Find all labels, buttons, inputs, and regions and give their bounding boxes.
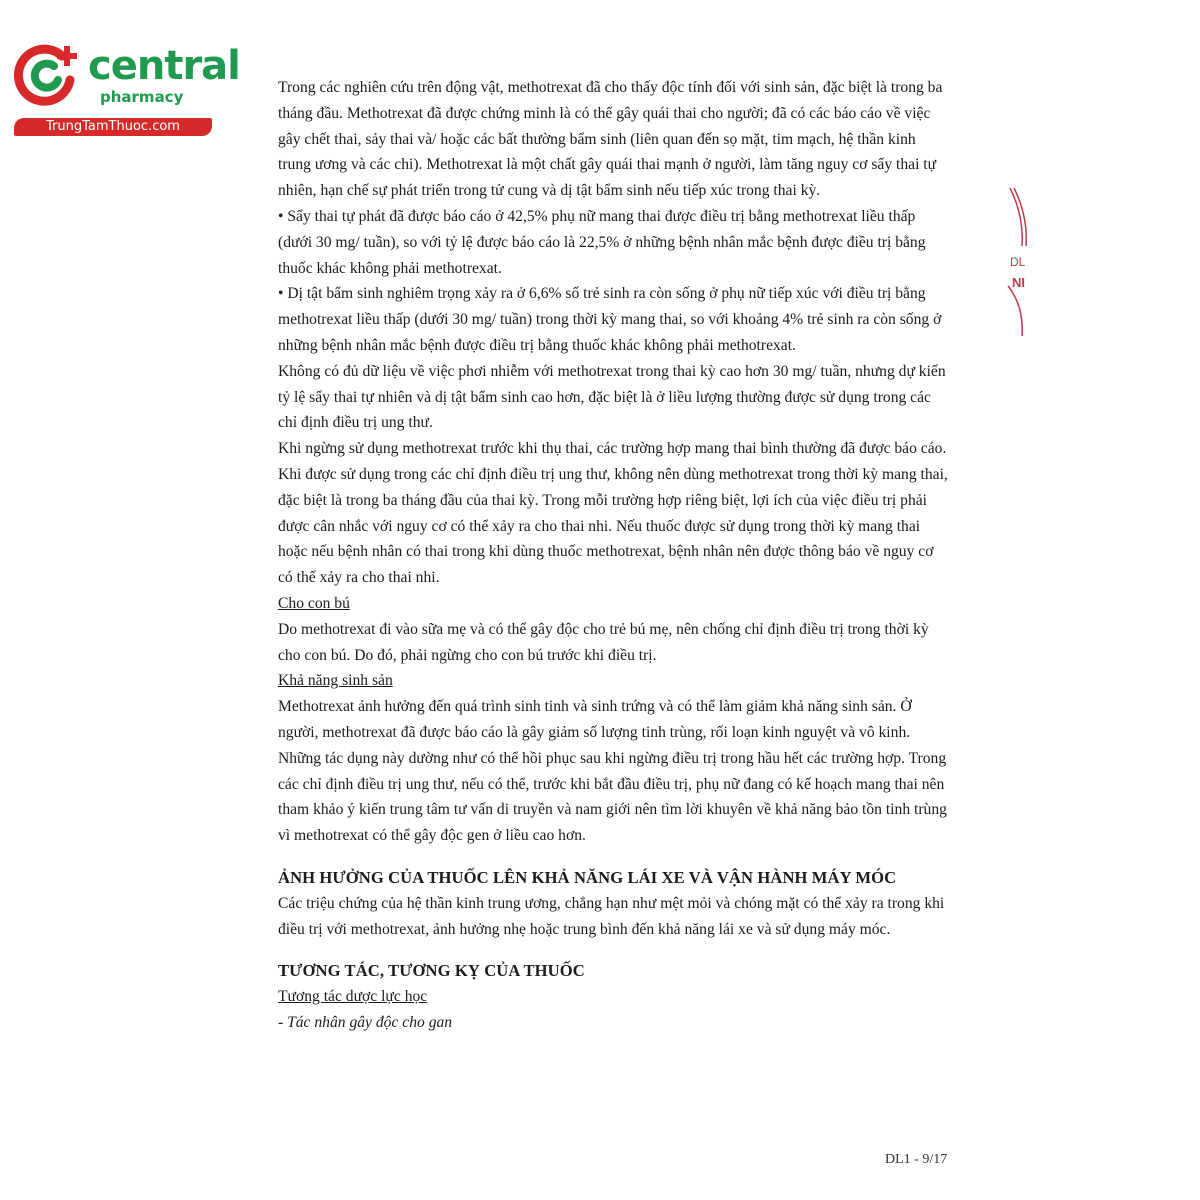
stamp-text-dl: DL xyxy=(1010,255,1026,269)
central-pharmacy-logo xyxy=(10,36,240,136)
paragraph-insufficient-data: Không có đủ dữ liệu về việc phơi nhiễm với methotrexat trong thai kỳ cao hơn 30 mg/ tuần, nhưng dự kiến tỷ lệ sẩy thai tự nhiên và dị tật bẩm sinh cao hơn, đặc biệt là ở liều lượng thường được sử dụng trong các chỉ định điều trị ung thư. xyxy=(278,362,946,432)
logo-subtitle: pharmacy xyxy=(100,88,184,106)
bullet-birth-defects: • Dị tật bẩm sinh nghiêm trọng xảy ra ở 6,6% số trẻ sinh ra còn sống ở phụ nữ tiếp xúc với điều trị bằng methotrexat liều thấp (dưới 30 mg/ tuần) trong thời kỳ mang thai, so với khoảng 4% trẻ sinh ra còn sống ở những bệnh nhân mắc bệnh được điều trị bằng thuốc khác không phải methotrexat. xyxy=(278,285,942,354)
page-number: DL1 - 9/17 xyxy=(885,1152,948,1167)
paragraph-oncology-pregnancy: Khi được sử dụng trong các chỉ định điều trị ung thư, không nên dùng methotrexat trong thời kỳ mang thai, đặc biệt là trong ba tháng đầu của thai kỳ. Trong mỗi trường hợp riêng biệt, lợi ích của việc điều trị phải được cân nhắc với nguy cơ có thể xảy ra cho thai nhi. Nếu thuốc được sử dụng trong thời kỳ mang thai hoặc nếu bệnh nhân có thai trong khi dùng thuốc methotrexat, bệnh nhân nên được thông báo về nguy cơ có thể xảy ra cho thai nhi. xyxy=(278,465,948,587)
paragraph-stop-before-conception: Khi ngừng sử dụng methotrexat trước khi thụ thai, các trường hợp mang thai bình thường đã được báo cáo. xyxy=(278,440,947,458)
stamp-text-n: NI xyxy=(1012,275,1025,290)
paragraph-animal-studies: Trong các nghiên cứu trên động vật, methotrexat đã cho thấy độc tính đối với sinh sản, đặc biệt là trong ba tháng đầu. Methotrexat đã được chứng minh là có thể gây quái thai cho người; đã có các báo cáo về việc gây chết thai, sảy thai và/ hoặc các bất thường bẩm sinh (liên quan đến sọ mặt, tim mạch, hệ thần kinh trung ương và các chi). Methotrexat là một chất gây quái thai mạnh ở người, làm tăng nguy cơ sẩy thai tự nhiên, hạn chế sự phát triển trong tử cung và dị tật bẩm sinh nếu tiếp xúc trong thai kỳ. xyxy=(278,79,943,200)
paragraph-breastfeeding: Do methotrexat đi vào sữa mẹ và có thể gây độc cho trẻ bú mẹ, nên chống chỉ định điều trị trong thời kỳ cho con bú. Do đó, phải ngừng cho con bú trước khi điều trị. xyxy=(278,620,929,664)
pharmacy-cross-icon xyxy=(10,36,86,112)
paragraph-fertility: Methotrexat ảnh hưởng đến quá trình sinh tinh và sinh trứng và có thể làm giảm khả năng sinh sản. Ở người, methotrexat đã được báo cáo là gây giảm số lượng tinh trùng, rối loạn kinh nguyệt và vô kinh. Những tác dụng này dường như có thể hồi phục sau khi ngừng điều trị trong hầu hết các trường hợp. Trong các chỉ định điều trị ung thư, nếu có thể, trước khi bắt đầu điều trị, phụ nữ đang có kế hoạch mang thai nên tham khảo ý kiến trung tâm tư vấn di truyền và nam giới nên tìm lời khuyên về khả năng bảo tồn tinh trùng vì methotrexat có thể gây độc gen ở liều cao hơn. xyxy=(278,698,947,845)
logo-site-banner: TrungTamThuoc.com xyxy=(14,118,212,136)
bullet-miscarriage: • Sẩy thai tự phát đã được báo cáo ở 42,5% phụ nữ mang thai được điều trị bằng methotrexat liều thấp (dưới 30 mg/ tuần), so với tỷ lệ được báo cáo là 22,5% ở những bệnh nhân mắc bệnh được điều trị bằng thuốc khác không phải methotrexat. xyxy=(278,207,926,277)
paragraph-driving: Các triệu chứng của hệ thần kinh trung ương, chẳng hạn như mệt mỏi và chóng mặt có thể xảy ra trong khi điều trị với methotrexat, ảnh hưởng nhẹ hoặc trung bình đến khả năng lái xe và sử dụng máy móc. xyxy=(278,894,945,938)
subheading-fertility: Khả năng sinh sản xyxy=(278,672,393,690)
subheading-breastfeeding: Cho con bú xyxy=(278,594,350,612)
heading-driving: ẢNH HƯỞNG CỦA THUỐC LÊN KHẢ NĂNG LÁI XE VÀ VẬN HÀNH MÁY MÓC xyxy=(278,867,897,887)
heading-interactions: TƯƠNG TÁC, TƯƠNG KỴ CỦA THUỐC xyxy=(278,961,585,981)
logo-name: central xyxy=(88,43,240,89)
subheading-pharmacodynamic: Tương tác dược lực học xyxy=(278,988,428,1006)
item-hepatotoxic-agents: - Tác nhân gây độc cho gan xyxy=(278,1013,453,1031)
document-body xyxy=(278,75,950,1036)
